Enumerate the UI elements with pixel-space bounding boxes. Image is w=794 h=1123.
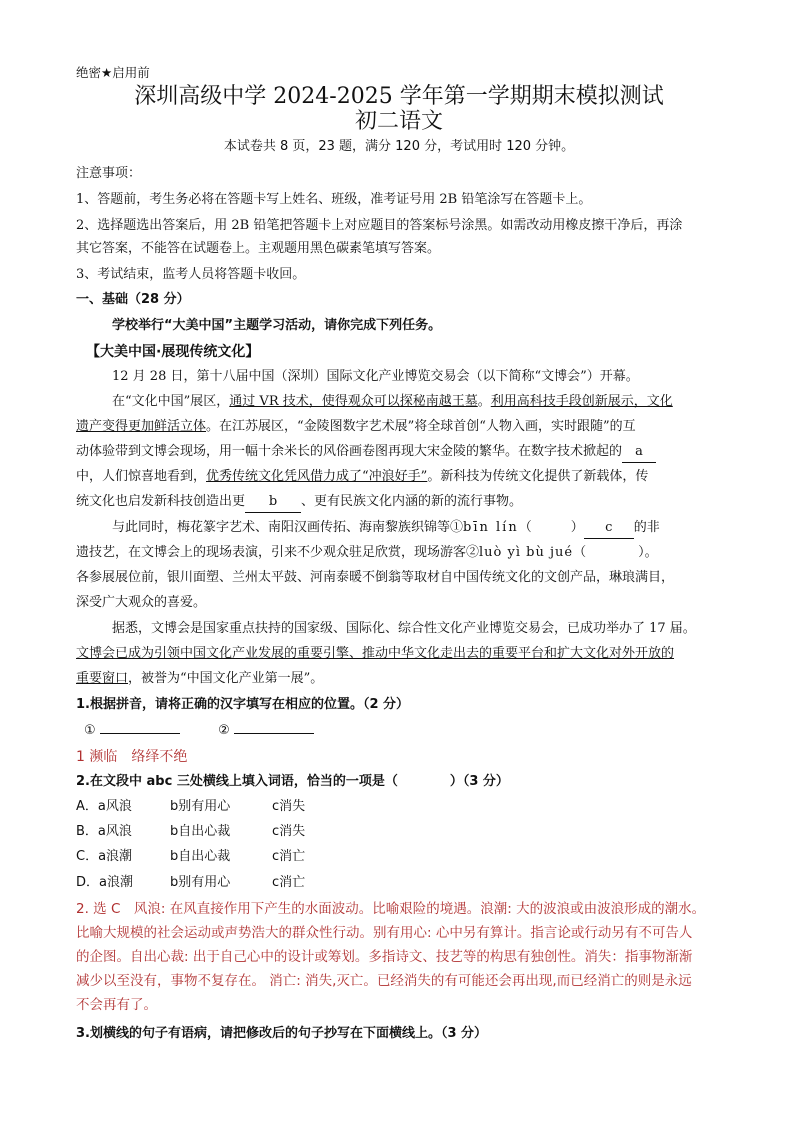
text: 统文化也启发新科技创造出更 xyxy=(76,494,246,509)
question-1-stem: 1.根据拼音，请将正确的汉字填写在相应的位置。（2 分） xyxy=(76,697,410,712)
option-c[interactable] xyxy=(76,847,132,867)
option-d-b: b别有用心 xyxy=(170,875,231,890)
option-b-b: b自出心裁 xyxy=(170,824,231,839)
confidential-mark: 绝密★启用前 xyxy=(76,65,150,80)
text: 。 xyxy=(477,394,491,409)
text: 。在江苏展区，“金陵图数字艺术展”将全球首创“人物入画，实时跟随”的互 xyxy=(206,419,636,434)
passage-p3-line1 xyxy=(112,518,722,539)
notice-item-3: 3、考试结束，监考人员将答题卡收回。 xyxy=(76,267,306,282)
passage-p4-line3 xyxy=(76,669,722,689)
blank-a[interactable]: a xyxy=(622,442,656,463)
pinyin-2: luò yì bù jué xyxy=(479,545,574,560)
option-a-c: c消失 xyxy=(272,799,306,814)
question-3-stem: 3.划横线的句子有语病，请把修改后的句子抄写在下面横线上。（3 分） xyxy=(76,1026,488,1041)
text: 在“文化中国”展区， xyxy=(112,394,230,409)
option-d[interactable] xyxy=(76,873,133,893)
passage-p1: 12 月 28 日，第十八届中国（深圳）国际文化产业博览交易会（以下简称“文博会”）开幕。 xyxy=(112,369,639,384)
question-2-answer-line3: 的企图。自出心裁: 出于自己心中的设计或筹划。多指诗文、技艺等的构思有独创性。消失：指事物渐渐 xyxy=(76,949,693,965)
slot-2-label: ② xyxy=(218,723,230,738)
text: 中，人们惊喜地看到， xyxy=(76,469,207,484)
option-d-c: c消亡 xyxy=(272,875,306,890)
notice-item-1: 1、答题前，考生务必将在答题卡写上姓名、班级，准考证号用 2B 铅笔涂写在答题卡上。 xyxy=(76,192,592,207)
question-2-answer-line5: 不会再有了。 xyxy=(76,997,157,1013)
section-heading: 一、基础（28 分） xyxy=(76,292,190,307)
notice-item-2-cont: 其它答案，不能答在试题卷上。主观题用黑色碳素笔填写答案。 xyxy=(76,241,441,256)
blank-b[interactable]: b xyxy=(245,492,301,513)
option-label: D． xyxy=(76,875,100,890)
option-word-a: a浪潮 xyxy=(99,875,133,890)
answer-paren-2[interactable]: （ ）。 xyxy=(573,545,658,560)
passage-p3-line3: 各参展展位前，银川面塑、兰州太平鼓、河南泰暖不倒翁等取材自中国传统文化的文创产品，琳琅满目， xyxy=(76,570,675,585)
text: 。新科技为传统文化提供了新载体，传 xyxy=(427,469,649,484)
option-label: A． xyxy=(76,799,98,814)
question-2-answer-line2: 比喻大规模的社会运动或声势浩大的群众性行动。别有用心: 心中另有算计。指言论或行动另有不可告人 xyxy=(76,925,693,941)
pinyin-1: bīn lín xyxy=(463,520,519,535)
question-2-answer-line1: 2. 选 C 风浪: 在风直接作用下产生的水面波动。比喻艰险的境遇。浪潮: 大的波浪或由波浪形成的潮水。 xyxy=(76,901,706,917)
question-2-stem: 2.在文段中 abc 三处横线上填入词语，恰当的一项是（ ）（3 分） xyxy=(76,774,509,789)
text: 的非 xyxy=(633,520,660,535)
notice-item-2: 2、选择题选出答案后，用 2B 铅笔把答题卡上对应题目的答案标号涂黑。如需改动用橡皮擦干净后，再涂 xyxy=(76,218,683,233)
blank-c[interactable]: c xyxy=(584,518,634,539)
text: 动体验带到文博会现场，用一幅十余米长的风俗画卷图再现大宋金陵的繁华。在数字技术掀起的 xyxy=(76,444,623,459)
passage-p3-line4: 深受广大观众的喜爱。 xyxy=(76,595,207,610)
underlined-sentence-1: 通过 VR 技术，使得观众可以探秘南越王墓 xyxy=(229,394,478,409)
subject-title: 初二语文 xyxy=(354,109,443,134)
underlined-sentence-2-cont: 遗产变得更加鲜活立体 xyxy=(76,419,207,434)
exam-title: 深圳高级中学 2024-2025 学年第一学期期末模拟测试 xyxy=(134,84,664,109)
option-c-c: c消亡 xyxy=(272,849,306,864)
option-label: B． xyxy=(76,824,98,839)
option-b-c: c消失 xyxy=(272,824,306,839)
section-intro: 学校举行“大美中国”主题学习活动，请你完成下列任务。 xyxy=(112,318,442,333)
passage-p4-line1: 据悉，文博会是国家重点扶持的国家级、国际化、综合性文化产业博览交易会，已成功举办了 17 届。 xyxy=(112,621,696,636)
passage-p2-line2 xyxy=(76,417,722,437)
option-word-a: a浪潮 xyxy=(98,849,133,864)
answer-line-1[interactable] xyxy=(100,733,180,734)
text: 与此同时，梅花篆字艺术、南阳汉画传拓、海南黎族织锦等① xyxy=(112,520,464,535)
option-a[interactable] xyxy=(76,797,132,817)
passage-p2-line3 xyxy=(76,442,722,463)
question-1-blanks xyxy=(84,721,730,741)
answer-line-2[interactable] xyxy=(234,733,314,734)
exam-info: 本试卷共 8 页，23 题，满分 120 分，考试用时 120 分钟。 xyxy=(223,139,575,154)
option-word-a: a风浪 xyxy=(97,824,132,839)
option-word-a: a风浪 xyxy=(97,799,132,814)
underlined-sentence-2: 利用高科技手段创新展示，文化 xyxy=(490,394,673,409)
underlined-sentence-4: 文博会已成为引领中国文化产业发展的重要引擎、推动中华文化走出去的重要平台和扩大文化对外开放的 xyxy=(76,646,675,661)
underlined-sentence-3: 优秀传统文化凭风借力成了“冲浪好手” xyxy=(206,469,428,484)
slot-1-label: ① xyxy=(84,723,96,738)
answer-paren-1[interactable]: （ ） xyxy=(518,520,584,535)
question-2-answer-line4: 减少以至没有，事物不复存在。 消亡: 消失,灭亡。已经消失的有可能还会再出现,而已经消亡的则是永远 xyxy=(76,973,692,989)
passage-p3-line2 xyxy=(76,543,722,563)
question-1-answer: 1 濒临 络绎不绝 xyxy=(76,749,188,765)
option-b[interactable] xyxy=(76,822,132,842)
sub-heading: 【大美中国·展现传统文化】 xyxy=(86,344,260,360)
text: 、更有民族文化内涵的新的流行事物。 xyxy=(301,494,523,509)
notice-heading: 注意事项： xyxy=(76,166,142,181)
passage-p2-line1 xyxy=(112,392,722,412)
passage-p2-line5 xyxy=(76,492,722,513)
option-a-b: b别有用心 xyxy=(170,799,231,814)
option-c-b: b自出心裁 xyxy=(170,849,231,864)
text: ，被誉为“中国文化产业第一展”。 xyxy=(128,671,324,686)
text: 遗技艺，在文博会上的现场表演，引来不少观众驻足欣赏，现场游客② xyxy=(76,545,480,560)
underlined-sentence-4-cont: 重要窗口 xyxy=(76,671,129,686)
passage-p2-line4 xyxy=(76,467,722,487)
option-label: C． xyxy=(76,849,99,864)
